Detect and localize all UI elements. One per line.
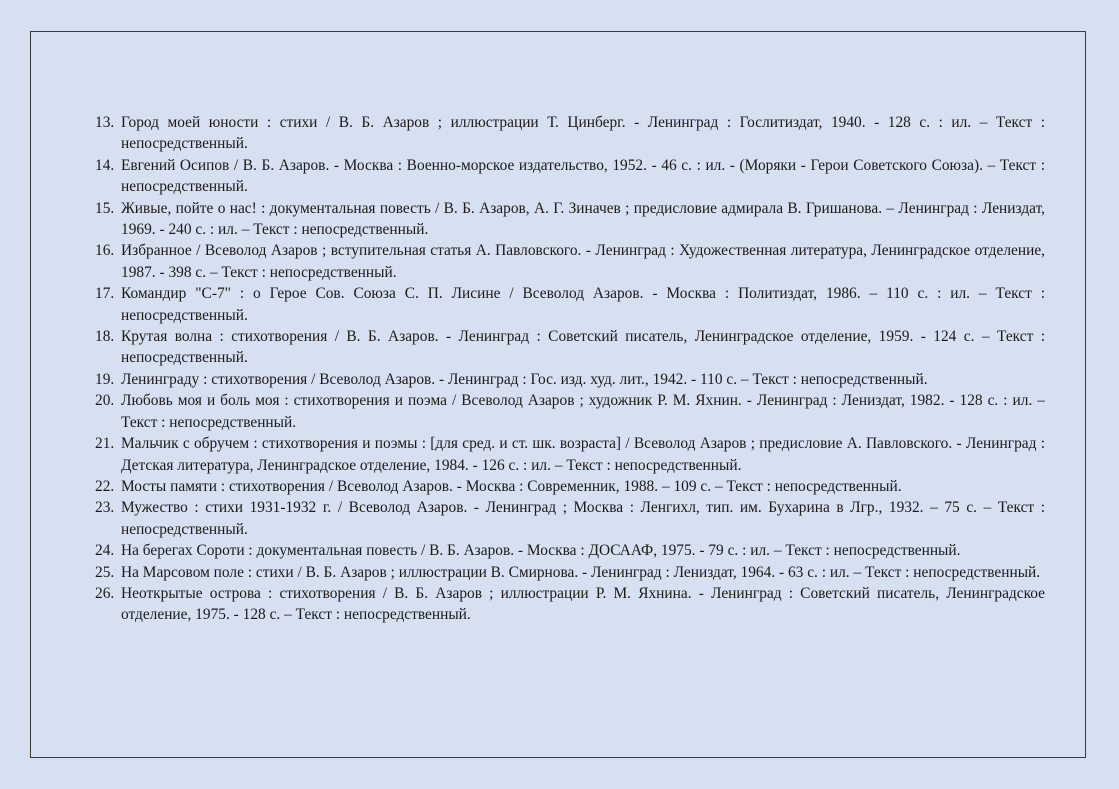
bibliography-list	[95, 112, 1045, 626]
bibliography-entry	[95, 283, 1045, 326]
bibliography-entry	[95, 369, 1045, 390]
entry-text: Живые, пойте о нас! : документальная повесть / В. Б. Азаров, А. Г. Зиначев ; предисловие адмирала В. Гришанова. – Ленинград : Лениздат, 1969. - 240 с. : ил. – Текст : непосредственный.	[121, 199, 1045, 239]
bibliography-entry	[95, 583, 1045, 626]
entry-text: Мужество : стихи 1931-1932 г. / Всеволод Азаров. - Ленинград ; Москва : Ленгихл, тип. им. Бухарина в Лгр., 1932. – 75 с. – Текст : непосредственный.	[121, 499, 1045, 538]
entry-number: 18.	[95, 328, 115, 346]
bibliography-entry	[95, 476, 1045, 497]
entry-text: Мальчик с обручем : стихотворения и поэмы : [для сред. и ст. шк. возраста] / Всеволод Азаров ; предисловие А. Павловского. - Ленинград : Детская литература, Ленинградское отделение, 1984. - 126 с. : ил. – Текст : непосредственный.	[121, 435, 1045, 474]
entry-number: 15.	[95, 199, 115, 217]
entry-number: 24.	[95, 542, 115, 560]
entry-number: 17.	[95, 285, 115, 303]
entry-text: Евгений Осипов / В. Б. Азаров. - Москва : Военно-морское издательство, 1952. - 46 с. : ил. - (Моряки - Герои Советского Союза). – Текст : непосредственный.	[121, 156, 1045, 196]
bibliography-entry	[95, 390, 1045, 433]
entry-text: Командир "С-7" : о Герое Сов. Союза С. П. Лисине / Всеволод Азаров. - Москва : Политиздат, 1986. – 110 с. : ил. – Текст : непосредственный.	[121, 285, 1045, 324]
entry-text: Мосты памяти : стихотворения / Всеволод Азаров. - Москва : Современник, 1988. – 109 с. – Текст : непосредственный.	[121, 477, 902, 495]
bibliography-entry	[95, 562, 1045, 583]
entry-number: 20.	[95, 392, 115, 410]
bibliography-entry	[95, 433, 1045, 476]
entry-number: 14.	[95, 156, 115, 174]
bibliography-entry	[95, 497, 1045, 540]
entry-text: На Марсовом поле : стихи / В. Б. Азаров ; иллюстрации В. Смирнова. - Ленинград : Лениздат, 1964. - 63 с. : ил. – Текст : непосредственный.	[121, 563, 1041, 581]
bibliography-entry	[95, 540, 1045, 561]
entry-text: Неоткрытые острова : стихотворения / В. Б. Азаров ; иллюстрации Р. М. Яхнина. - Ленинград : Советский писатель, Ленинградское отделение, 1975. - 128 с. – Текст : непосредственный.	[121, 584, 1045, 624]
entry-text: Ленинграду : стихотворения / Всеволод Азаров. - Ленинград : Гос. изд. худ. лит., 1942. - 110 с. – Текст : непосредственный.	[121, 370, 928, 388]
bibliography-entry	[95, 326, 1045, 369]
entry-number: 22.	[95, 477, 115, 495]
entry-text: На берегах Сороти : документальная повесть / В. Б. Азаров. - Москва : ДОСААФ, 1975. - 79 с. : ил. – Текст : непосредственный.	[121, 542, 961, 560]
entry-text: Любовь моя и боль моя : стихотворения и поэма / Всеволод Азаров ; художник Р. М. Яхнин. - Ленинград : Лениздат, 1982. - 128 с. : ил. – Текст : непосредственный.	[121, 392, 1045, 431]
entry-number: 13.	[95, 114, 115, 131]
entry-number: 26.	[95, 584, 115, 602]
bibliography-entry	[95, 155, 1045, 198]
entry-text: Город моей юности : стихи / В. Б. Азаров ; иллюстрации Т. Цинберг. - Ленинград : Гослитиздат, 1940. - 128 с. : ил. – Текст : непосредственный.	[121, 114, 1045, 153]
bibliography-entry	[95, 240, 1045, 283]
entry-text: Избранное / Всеволод Азаров ; вступительная статья А. Павловского. - Ленинград : Художественная литература, Ленинградское отделение, 1987. - 398 с. – Текст : непосредственный.	[121, 242, 1045, 281]
entry-number: 25.	[95, 563, 115, 581]
entry-number: 23.	[95, 499, 115, 517]
bibliography-entry	[95, 198, 1045, 241]
bibliography-entry	[95, 112, 1045, 155]
entry-text: Крутая волна : стихотворения / В. Б. Азаров. - Ленинград : Советский писатель, Ленинградское отделение, 1959. - 124 с. – Текст : непосредственный.	[121, 328, 1045, 367]
entry-number: 21.	[95, 435, 115, 453]
entry-number: 16.	[95, 242, 115, 260]
entry-number: 19.	[95, 370, 115, 388]
